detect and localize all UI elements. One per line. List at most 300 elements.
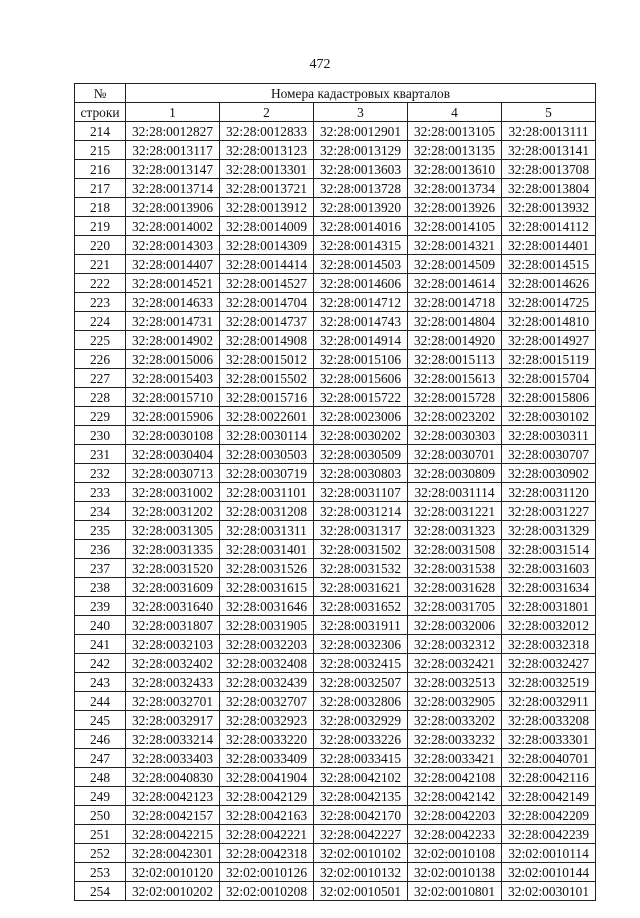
table-row [75,369,596,388]
cadastral-number-cell: 32:28:0013301 [220,160,314,179]
cadastral-number-cell: 32:28:0031107 [314,483,408,502]
cadastral-number-cell: 32:28:0015704 [502,369,596,388]
cadastral-number-cell: 32:28:0022601 [220,407,314,426]
cadastral-number-cell: 32:28:0013906 [126,198,220,217]
cadastral-number-cell: 32:28:0013147 [126,160,220,179]
table-row [75,160,596,179]
cadastral-number-cell: 32:28:0031514 [502,540,596,559]
cadastral-number-cell: 32:28:0030509 [314,445,408,464]
table-row [75,236,596,255]
table-row [75,844,596,863]
cadastral-number-cell: 32:28:0014002 [126,217,220,236]
cadastral-number-cell: 32:28:0032806 [314,692,408,711]
cadastral-number-cell: 32:28:0014920 [408,331,502,350]
cadastral-number-cell: 32:28:0031214 [314,502,408,521]
table-row [75,388,596,407]
row-number-cell: 236 [75,540,126,559]
table-row [75,521,596,540]
row-number-cell: 239 [75,597,126,616]
cadastral-number-cell: 32:28:0042149 [502,787,596,806]
cadastral-number-cell: 32:28:0032911 [502,692,596,711]
row-number-cell: 228 [75,388,126,407]
cadastral-number-cell: 32:02:0010501 [314,882,408,901]
cadastral-number-cell: 32:02:0010144 [502,863,596,882]
cadastral-number-cell: 32:28:0031002 [126,483,220,502]
row-number-cell: 219 [75,217,126,236]
cadastral-number-cell: 32:28:0014515 [502,255,596,274]
table-row [75,768,596,787]
cadastral-number-cell: 32:28:0014731 [126,312,220,331]
cadastral-number-cell: 32:28:0031705 [408,597,502,616]
table-row [75,597,596,616]
row-number-cell: 254 [75,882,126,901]
cadastral-number-cell: 32:02:0010114 [502,844,596,863]
cadastral-number-cell: 32:28:0031615 [220,578,314,597]
cadastral-number-cell: 32:28:0014718 [408,293,502,312]
table-row [75,559,596,578]
cadastral-number-cell: 32:28:0013123 [220,141,314,160]
cadastral-number-cell: 32:02:0010102 [314,844,408,863]
cadastral-number-cell: 32:28:0012833 [220,122,314,141]
cadastral-number-cell: 32:28:0031311 [220,521,314,540]
table-row [75,293,596,312]
cadastral-number-cell: 32:28:0031202 [126,502,220,521]
cadastral-number-cell: 32:28:0042209 [502,806,596,825]
table-row [75,122,596,141]
cadastral-number-cell: 32:28:0014725 [502,293,596,312]
cadastral-number-cell: 32:28:0014737 [220,312,314,331]
cadastral-number-cell: 32:28:0015716 [220,388,314,407]
cadastral-number-cell: 32:28:0042163 [220,806,314,825]
cadastral-number-cell: 32:28:0032103 [126,635,220,654]
row-number-cell: 246 [75,730,126,749]
cadastral-number-cell: 32:28:0031526 [220,559,314,578]
cadastral-number-cell: 32:28:0032923 [220,711,314,730]
row-number-cell: 224 [75,312,126,331]
cadastral-number-cell: 32:28:0015728 [408,388,502,407]
cadastral-number-cell: 32:28:0014908 [220,331,314,350]
cadastral-number-cell: 32:28:0031905 [220,616,314,635]
cadastral-number-cell: 32:28:0014527 [220,274,314,293]
cadastral-number-cell: 32:28:0032507 [314,673,408,692]
cadastral-number-cell: 32:28:0033214 [126,730,220,749]
row-number-cell: 240 [75,616,126,635]
cadastral-number-cell: 32:28:0014016 [314,217,408,236]
row-number-cell: 234 [75,502,126,521]
table-row [75,730,596,749]
cadastral-number-cell: 32:28:0014626 [502,274,596,293]
cadastral-number-cell: 32:28:0033421 [408,749,502,768]
cadastral-number-cell: 32:28:0013111 [502,122,596,141]
row-number-cell: 220 [75,236,126,255]
cadastral-number-cell: 32:28:0033415 [314,749,408,768]
cadastral-number-cell: 32:28:0032427 [502,654,596,673]
cadastral-number-cell: 32:28:0033220 [220,730,314,749]
header-column-number: 1 [126,103,220,122]
cadastral-number-cell: 32:28:0032408 [220,654,314,673]
cadastral-number-cell: 32:28:0014401 [502,236,596,255]
table-row [75,274,596,293]
cadastral-number-cell: 32:28:0031807 [126,616,220,635]
cadastral-number-cell: 32:28:0014321 [408,236,502,255]
cadastral-number-cell: 32:28:0042239 [502,825,596,844]
cadastral-number-cell: 32:02:0010126 [220,863,314,882]
cadastral-number-cell: 32:28:0031305 [126,521,220,540]
table-row [75,635,596,654]
cadastral-number-cell: 32:28:0042157 [126,806,220,825]
cadastral-number-cell: 32:28:0032439 [220,673,314,692]
cadastral-number-cell: 32:28:0013728 [314,179,408,198]
cadastral-number-cell: 32:28:0031323 [408,521,502,540]
cadastral-number-cell: 32:28:0014414 [220,255,314,274]
header-group-title: Номера кадастровых кварталов [126,84,596,103]
row-number-cell: 244 [75,692,126,711]
cadastral-number-cell: 32:28:0030713 [126,464,220,483]
row-number-cell: 247 [75,749,126,768]
table-row [75,616,596,635]
cadastral-number-cell: 32:28:0014509 [408,255,502,274]
table-row [75,787,596,806]
cadastral-number-cell: 32:28:0031621 [314,578,408,597]
cadastral-number-cell: 32:28:0030803 [314,464,408,483]
cadastral-number-cell: 32:28:0031114 [408,483,502,502]
row-number-cell: 249 [75,787,126,806]
cadastral-number-cell: 32:02:0010108 [408,844,502,863]
cadastral-number-cell: 32:28:0042135 [314,787,408,806]
row-number-cell: 217 [75,179,126,198]
table-row [75,312,596,331]
cadastral-number-cell: 32:28:0031628 [408,578,502,597]
cadastral-number-cell: 32:28:0042142 [408,787,502,806]
row-number-cell: 221 [75,255,126,274]
cadastral-number-cell: 32:28:0031508 [408,540,502,559]
cadastral-number-cell: 32:28:0014914 [314,331,408,350]
table-row [75,426,596,445]
header-column-number: 2 [220,103,314,122]
cadastral-number-cell: 32:28:0032415 [314,654,408,673]
cadastral-number-cell: 32:28:0014606 [314,274,408,293]
cadastral-number-cell: 32:28:0013734 [408,179,502,198]
cadastral-number-cell: 32:28:0013105 [408,122,502,141]
cadastral-number-cell: 32:28:0031227 [502,502,596,521]
cadastral-number-cell: 32:28:0030719 [220,464,314,483]
row-number-cell: 218 [75,198,126,217]
cadastral-number-cell: 32:28:0031911 [314,616,408,635]
cadastral-number-cell: 32:02:0010132 [314,863,408,882]
cadastral-number-cell: 32:28:0031120 [502,483,596,502]
header-row-bottom [75,103,596,122]
table-row [75,882,596,901]
cadastral-number-cell: 32:28:0030311 [502,426,596,445]
cadastral-number-cell: 32:28:0030503 [220,445,314,464]
cadastral-number-cell: 32:28:0030114 [220,426,314,445]
row-number-cell: 215 [75,141,126,160]
cadastral-number-cell: 32:02:0010202 [126,882,220,901]
cadastral-number-cell: 32:28:0032006 [408,616,502,635]
table-row [75,350,596,369]
cadastral-number-cell: 32:28:0031221 [408,502,502,521]
cadastral-number-cell: 32:28:0013603 [314,160,408,179]
row-number-cell: 248 [75,768,126,787]
table-row [75,673,596,692]
cadastral-number-cell: 32:28:0031652 [314,597,408,616]
cadastral-number-cell: 32:28:0032917 [126,711,220,730]
table-row [75,502,596,521]
cadastral-number-cell: 32:28:0032519 [502,673,596,692]
row-number-cell: 225 [75,331,126,350]
cadastral-number-cell: 32:28:0033301 [502,730,596,749]
cadastral-number-cell: 32:28:0014810 [502,312,596,331]
cadastral-number-cell: 32:28:0031335 [126,540,220,559]
table-row [75,692,596,711]
row-number-cell: 242 [75,654,126,673]
cadastral-number-cell: 32:28:0015012 [220,350,314,369]
cadastral-number-cell: 32:28:0042108 [408,768,502,787]
cadastral-number-cell: 32:28:0031538 [408,559,502,578]
cadastral-number-cell: 32:28:0032203 [220,635,314,654]
cadastral-number-cell: 32:28:0032433 [126,673,220,692]
cadastral-number-cell: 32:28:0042203 [408,806,502,825]
row-number-cell: 251 [75,825,126,844]
cadastral-number-cell: 32:28:0030404 [126,445,220,464]
row-number-cell: 250 [75,806,126,825]
cadastral-number-cell: 32:28:0031502 [314,540,408,559]
cadastral-number-cell: 32:28:0032701 [126,692,220,711]
cadastral-number-cell: 32:28:0013129 [314,141,408,160]
row-number-cell: 237 [75,559,126,578]
cadastral-number-cell: 32:28:0014743 [314,312,408,331]
cadastral-number-cell: 32:28:0031640 [126,597,220,616]
cadastral-number-cell: 32:28:0033208 [502,711,596,730]
cadastral-number-cell: 32:28:0042116 [502,768,596,787]
cadastral-number-cell: 32:28:0015113 [408,350,502,369]
cadastral-number-cell: 32:28:0031101 [220,483,314,502]
row-number-cell: 243 [75,673,126,692]
cadastral-number-cell: 32:28:0032318 [502,635,596,654]
cadastral-number-cell: 32:28:0014614 [408,274,502,293]
table-row [75,179,596,198]
row-number-cell: 226 [75,350,126,369]
cadastral-number-cell: 32:28:0014927 [502,331,596,350]
cadastral-number-cell: 32:28:0042318 [220,844,314,863]
cadastral-number-cell: 32:28:0013912 [220,198,314,217]
cadastral-number-cell: 32:28:0014704 [220,293,314,312]
cadastral-number-cell: 32:28:0013926 [408,198,502,217]
cadastral-number-cell: 32:02:0010138 [408,863,502,882]
cadastral-number-cell: 32:28:0030701 [408,445,502,464]
cadastral-number-cell: 32:28:0015606 [314,369,408,388]
cadastral-number-cell: 32:28:0042215 [126,825,220,844]
cadastral-number-cell: 32:28:0033403 [126,749,220,768]
cadastral-number-cell: 32:28:0012827 [126,122,220,141]
cadastral-number-cell: 32:28:0030809 [408,464,502,483]
header-row-label: строки [75,103,126,122]
cadastral-number-cell: 32:28:0014009 [220,217,314,236]
row-number-cell: 238 [75,578,126,597]
cadastral-number-cell: 32:28:0032421 [408,654,502,673]
cadastral-number-cell: 32:28:0032929 [314,711,408,730]
row-number-cell: 233 [75,483,126,502]
cadastral-number-cell: 32:28:0014521 [126,274,220,293]
table-row [75,331,596,350]
cadastral-number-cell: 32:28:0042129 [220,787,314,806]
table-row [75,863,596,882]
row-number-cell: 235 [75,521,126,540]
cadastral-number-cell: 32:28:0031634 [502,578,596,597]
cadastral-number-cell: 32:28:0033226 [314,730,408,749]
header-row-top [75,84,596,103]
table-row [75,749,596,768]
row-number-cell: 214 [75,122,126,141]
cadastral-number-cell: 32:28:0015806 [502,388,596,407]
cadastral-number-cell: 32:28:0033232 [408,730,502,749]
cadastral-number-cell: 32:28:0040701 [502,749,596,768]
table-row [75,825,596,844]
cadastral-number-cell: 32:28:0013117 [126,141,220,160]
table-body [75,122,596,901]
row-number-cell: 223 [75,293,126,312]
cadastral-number-cell: 32:28:0030902 [502,464,596,483]
row-number-cell: 229 [75,407,126,426]
cadastral-number-cell: 32:28:0042233 [408,825,502,844]
cadastral-number-cell: 32:28:0040830 [126,768,220,787]
cadastral-number-cell: 32:28:0030108 [126,426,220,445]
cadastral-number-cell: 32:28:0014315 [314,236,408,255]
cadastral-number-cell: 32:28:0041904 [220,768,314,787]
cadastral-number-cell: 32:28:0015006 [126,350,220,369]
cadastral-number-cell: 32:28:0014633 [126,293,220,312]
cadastral-number-cell: 32:28:0014309 [220,236,314,255]
row-number-cell: 222 [75,274,126,293]
cadastral-number-cell: 32:28:0013141 [502,141,596,160]
cadastral-number-cell: 32:28:0014712 [314,293,408,312]
table-row [75,141,596,160]
cadastral-number-cell: 32:28:0032312 [408,635,502,654]
row-number-cell: 216 [75,160,126,179]
cadastral-number-cell: 32:28:0013708 [502,160,596,179]
cadastral-number-cell: 32:28:0030102 [502,407,596,426]
cadastral-number-cell: 32:28:0013920 [314,198,408,217]
cadastral-number-cell: 32:28:0032513 [408,673,502,692]
cadastral-number-cell: 32:28:0032012 [502,616,596,635]
cadastral-number-cell: 32:28:0015722 [314,388,408,407]
row-number-cell: 231 [75,445,126,464]
row-number-cell: 230 [75,426,126,445]
cadastral-number-cell: 32:28:0013932 [502,198,596,217]
cadastral-number-cell: 32:02:0010801 [408,882,502,901]
cadastral-number-cell: 32:28:0032306 [314,635,408,654]
cadastral-number-cell: 32:28:0031329 [502,521,596,540]
header-column-number: 4 [408,103,502,122]
table-row [75,198,596,217]
header-column-number: 5 [502,103,596,122]
cadastral-number-cell: 32:28:0042301 [126,844,220,863]
cadastral-number-cell: 32:28:0013804 [502,179,596,198]
cadastral-number-cell: 32:28:0013610 [408,160,502,179]
table-row [75,806,596,825]
cadastral-number-cell: 32:28:0031401 [220,540,314,559]
row-number-cell: 232 [75,464,126,483]
cadastral-number-cell: 32:28:0030303 [408,426,502,445]
cadastral-number-cell: 32:28:0032707 [220,692,314,711]
row-number-cell: 227 [75,369,126,388]
cadastral-number-cell: 32:28:0015710 [126,388,220,407]
cadastral-number-cell: 32:28:0014804 [408,312,502,331]
cadastral-quarters-table [74,83,596,901]
cadastral-number-cell: 32:28:0023006 [314,407,408,426]
cadastral-number-cell: 32:28:0042170 [314,806,408,825]
cadastral-number-cell: 32:28:0031208 [220,502,314,521]
cadastral-number-cell: 32:28:0012901 [314,122,408,141]
cadastral-number-cell: 32:28:0015613 [408,369,502,388]
cadastral-number-cell: 32:28:0015403 [126,369,220,388]
cadastral-number-cell: 32:28:0042102 [314,768,408,787]
cadastral-number-cell: 32:02:0010208 [220,882,314,901]
row-number-cell: 252 [75,844,126,863]
cadastral-number-cell: 32:28:0042221 [220,825,314,844]
cadastral-number-cell: 32:28:0015502 [220,369,314,388]
cadastral-number-cell: 32:28:0015119 [502,350,596,369]
cadastral-number-cell: 32:28:0032905 [408,692,502,711]
table-row [75,255,596,274]
cadastral-number-cell: 32:02:0010120 [126,863,220,882]
cadastral-number-cell: 32:28:0013135 [408,141,502,160]
cadastral-number-cell: 32:28:0031317 [314,521,408,540]
cadastral-number-cell: 32:28:0015906 [126,407,220,426]
table-row [75,445,596,464]
table-row [75,654,596,673]
row-number-cell: 253 [75,863,126,882]
cadastral-number-cell: 32:28:0013721 [220,179,314,198]
cadastral-number-cell: 32:28:0031801 [502,597,596,616]
cadastral-number-cell: 32:28:0031609 [126,578,220,597]
cadastral-number-cell: 32:28:0023202 [408,407,502,426]
page-number: 472 [309,57,331,72]
cadastral-number-cell: 32:28:0015106 [314,350,408,369]
table-row [75,217,596,236]
header-column-number: 3 [314,103,408,122]
cadastral-number-cell: 32:28:0030202 [314,426,408,445]
row-number-cell: 245 [75,711,126,730]
table-row [75,407,596,426]
table-row [75,711,596,730]
cadastral-number-cell: 32:28:0033409 [220,749,314,768]
cadastral-number-cell: 32:28:0014902 [126,331,220,350]
header-num-sign: № [75,84,126,103]
cadastral-number-cell: 32:28:0042227 [314,825,408,844]
cadastral-number-cell: 32:28:0031532 [314,559,408,578]
table-row [75,464,596,483]
cadastral-number-cell: 32:28:0013714 [126,179,220,198]
cadastral-number-cell: 32:28:0031646 [220,597,314,616]
cadastral-number-cell: 32:28:0031603 [502,559,596,578]
cadastral-number-cell: 32:28:0033202 [408,711,502,730]
table-row [75,483,596,502]
cadastral-number-cell: 32:02:0030101 [502,882,596,901]
cadastral-number-cell: 32:28:0030707 [502,445,596,464]
row-number-cell: 241 [75,635,126,654]
cadastral-number-cell: 32:28:0042123 [126,787,220,806]
cadastral-number-cell: 32:28:0014112 [502,217,596,236]
table-row [75,540,596,559]
cadastral-number-cell: 32:28:0031520 [126,559,220,578]
cadastral-number-cell: 32:28:0014303 [126,236,220,255]
cadastral-number-cell: 32:28:0014105 [408,217,502,236]
table-row [75,578,596,597]
cadastral-number-cell: 32:28:0032402 [126,654,220,673]
cadastral-number-cell: 32:28:0014503 [314,255,408,274]
cadastral-number-cell: 32:28:0014407 [126,255,220,274]
